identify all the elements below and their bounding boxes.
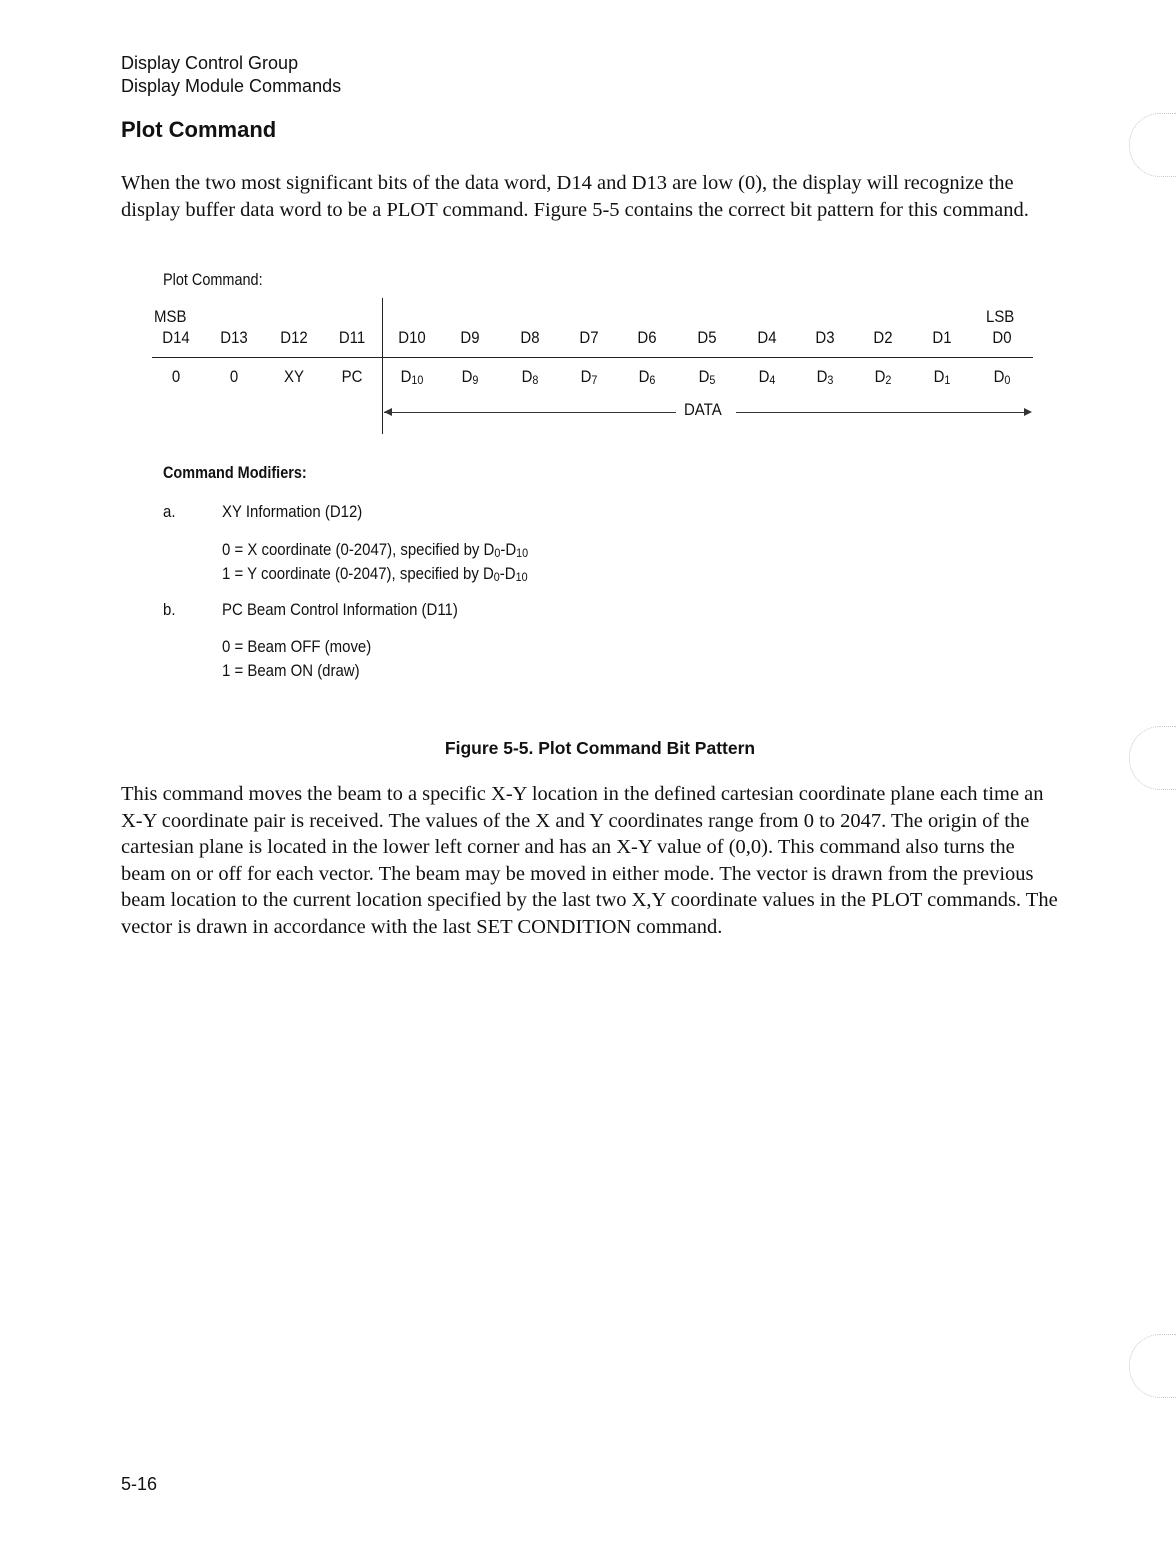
option-sub: 10 [515, 569, 528, 584]
header-line-group: Display Control Group [121, 53, 299, 73]
bit-header-d14: D14 [162, 328, 190, 347]
data-arrow-left [384, 412, 676, 413]
option-mid: -D [500, 540, 517, 559]
option-sub: 10 [516, 545, 529, 560]
data-bit-subscript: 8 [532, 372, 539, 387]
data-bit-subscript: 0 [1004, 372, 1011, 387]
modifier-b-option-1: 1 = Beam ON (draw) [222, 661, 360, 680]
option-text: 0 = X coordinate (0-2047), specified by D [222, 540, 495, 559]
data-bit-subscript: 2 [885, 372, 892, 387]
modifier-a-title: XY Information (D12) [222, 502, 363, 521]
page-number: 5-16 [121, 1474, 158, 1494]
bit-header-d0: D0 [992, 328, 1012, 347]
data-bit-base: D [461, 367, 473, 386]
figure-caption-text: Figure 5-5. Plot Command Bit Pattern [444, 738, 756, 758]
modifiers-title: Command Modifiers: [163, 463, 307, 482]
data-bit-subscript: 3 [827, 372, 834, 387]
data-bit-value-3 [563, 367, 616, 387]
modifier-b-title: PC Beam Control Information (D11) [222, 600, 458, 619]
data-bit-subscript: 4 [769, 372, 776, 387]
modifier-b-option-0: 0 = Beam OFF (move) [222, 637, 372, 656]
bit-header-d10: D10 [398, 328, 426, 347]
bit-header-d5: D5 [697, 328, 717, 347]
data-bit-subscript: 1 [944, 372, 951, 387]
bit-header-d13: D13 [220, 328, 248, 347]
binder-hole-middle [1129, 726, 1176, 790]
data-bit-value-6 [741, 367, 794, 387]
data-bit-subscript: 6 [649, 372, 656, 387]
bit-header-d2: D2 [873, 328, 893, 347]
data-bit-base: D [933, 367, 945, 386]
option-sub: 0 [494, 545, 501, 560]
bit-header-d12: D12 [280, 328, 308, 347]
data-bit-base: D [816, 367, 828, 386]
bit-header-d1: D1 [932, 328, 952, 347]
data-bit-base: D [521, 367, 533, 386]
data-bit-base: D [580, 367, 592, 386]
data-bit-value-9 [916, 367, 969, 387]
option-sub: 0 [493, 569, 500, 584]
bit-header-d8: D8 [520, 328, 540, 347]
bit-header-d6: D6 [637, 328, 657, 347]
arrow-left-head-icon [384, 408, 392, 416]
data-bit-value-1 [444, 367, 497, 387]
bit-header-d3: D3 [815, 328, 835, 347]
control-data-divider [382, 298, 383, 434]
modifier-a-letter: a. [163, 502, 176, 521]
data-bit-value-5 [681, 367, 734, 387]
bit-header-d9: D9 [460, 328, 480, 347]
binder-hole-bottom [1129, 1334, 1176, 1398]
intro-paragraph: When the two most significant bits of the data word, D14 and D13 are low (0), the display will recognize the display buffer data word to be a PLOT command. Figure 5-5 contains the correct bit pattern for this command. [121, 172, 1029, 221]
data-bit-base: D [638, 367, 650, 386]
section-title: Plot Command [121, 117, 277, 142]
data-bit-subscript: 7 [591, 372, 598, 387]
data-bit-base: D [698, 367, 710, 386]
modifier-a-option-1 [222, 564, 528, 584]
bit-value-2: XY [284, 367, 304, 386]
arrow-right-head-icon [1024, 408, 1032, 416]
data-label: DATA [684, 400, 722, 419]
data-bit-value-10 [976, 367, 1029, 387]
figure-label: Plot Command: [163, 270, 263, 289]
modifier-b-letter: b. [163, 600, 176, 619]
header-line-subsection: Display Module Commands [121, 76, 342, 96]
data-bit-base: D [758, 367, 770, 386]
option-mid: -D [499, 564, 516, 583]
option-text: 1 = Y coordinate (0-2047), specified by D [222, 564, 494, 583]
modifier-a-option-0 [222, 540, 528, 560]
data-bit-value-0 [386, 367, 439, 387]
data-bit-base: D [993, 367, 1005, 386]
body-paragraph: This command moves the beam to a specific X-Y location in the defined cartesian coordinate plane each time an X-Y coordinate pair is received. The values of the X and Y coordinates range from 0 to 2047. The origin of the cartesian plane is located in the lower left corner and has an X-Y value of (0,0). This command also turns the beam on or off for each vector. The beam may be moved in either mode. The vector is drawn from the previous beam location to the current location specified by the last two X,Y coordinate values in the PLOT commands. The vector is drawn in accordance with the last SET CONDITION command. [121, 783, 1058, 938]
header-divider [152, 357, 1033, 358]
data-bit-base: D [874, 367, 886, 386]
msb-label: MSB [154, 307, 187, 326]
bit-value-0: 0 [171, 367, 181, 386]
bit-header-d4: D4 [757, 328, 777, 347]
lsb-label: LSB [986, 307, 1015, 326]
data-arrow-right [736, 412, 1026, 413]
data-bit-value-2 [504, 367, 557, 387]
data-bit-value-4 [621, 367, 674, 387]
data-bit-subscript: 10 [411, 372, 424, 387]
data-bit-subscript: 5 [709, 372, 716, 387]
bit-value-1: 0 [229, 367, 239, 386]
bit-value-3: PC [341, 367, 363, 386]
data-bit-value-8 [857, 367, 910, 387]
bit-header-d11: D11 [338, 328, 366, 347]
binder-hole-top [1129, 113, 1176, 177]
running-header [121, 52, 341, 98]
data-bit-subscript: 9 [472, 372, 479, 387]
data-bit-value-7 [799, 367, 852, 387]
data-bit-base: D [400, 367, 412, 386]
figure-caption [0, 738, 1176, 759]
bit-header-d7: D7 [579, 328, 599, 347]
